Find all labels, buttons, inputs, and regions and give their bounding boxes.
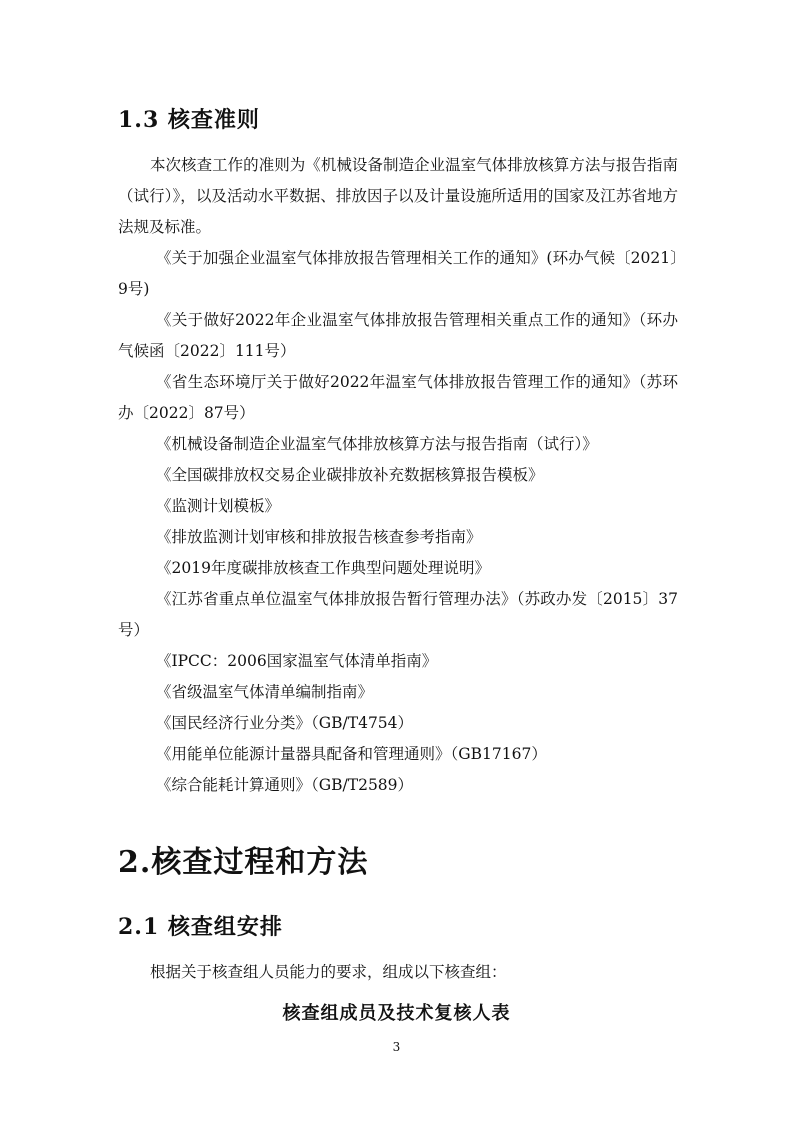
reference-item: 《监测计划模板》: [156, 497, 281, 515]
page-number: 3: [392, 1040, 401, 1054]
reference-item: 《关于做好2022年企业温室气体排放报告管理相关重点工作的通知》（环办气候函〔2022〕111号）: [118, 311, 678, 360]
reference-item: 《省级温室气体清单编制指南》: [156, 683, 374, 701]
reference-item: 《用能单位能源计量器具配备和管理通则》（GB17167）: [156, 745, 547, 763]
section-heading-2-1: 2.1 核查组安排: [118, 914, 283, 940]
reference-item: 《全国碳排放权交易企业碳排放补充数据核算报告模板》: [156, 466, 544, 484]
reference-list: [118, 243, 678, 801]
reference-item: 《国民经济行业分类》（GB/T4754）: [156, 714, 414, 732]
reference-item: 《2019年度碳排放核查工作典型问题处理说明》: [156, 559, 490, 577]
reference-item: 《关于加强企业温室气体排放报告管理相关工作的通知》(环办气候〔2021〕9号): [118, 249, 678, 298]
table-caption: 核查组成员及技术复核人表: [282, 1003, 511, 1024]
reference-item: 《江苏省重点单位温室气体排放报告暂行管理办法》（苏政办发〔2015〕37号）: [118, 590, 678, 639]
chapter-heading-2: 2.核查过程和方法: [118, 845, 369, 880]
reference-item: 《省生态环境厅关于做好2022年温室气体排放报告管理工作的通知》（苏环办〔2022〕87号）: [118, 373, 678, 422]
section-heading-1-3: 1.3 核查准则: [118, 107, 260, 133]
reference-item: 《机械设备制造企业温室气体排放核算方法与报告指南（试行）》: [156, 435, 598, 453]
criteria-paragraph: 本次核查工作的准则为《机械设备制造企业温室气体排放核算方法与报告指南（试行）》，以及活动水平数据、排放因子以及计量设施所适用的国家及江苏省地方法规及标准。: [118, 156, 678, 236]
team-intro-text: 根据关于核查组人员能力的要求，组成以下核查组：: [150, 963, 507, 981]
reference-item: 《综合能耗计算通则》（GB/T2589）: [156, 776, 414, 794]
reference-item: 《IPCC：2006国家温室气体清单指南》: [156, 652, 438, 670]
reference-item: 《排放监测计划审核和排放报告核查参考指南》: [156, 528, 482, 546]
